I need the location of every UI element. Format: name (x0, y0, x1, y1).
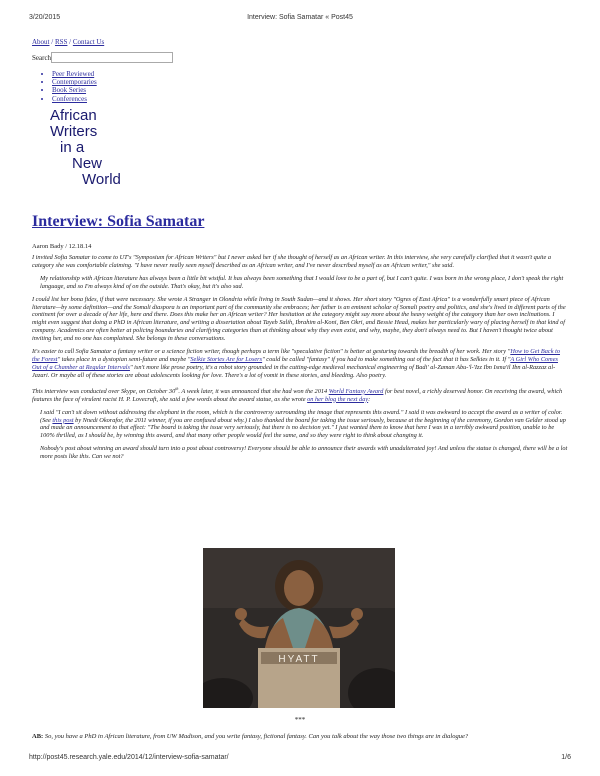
print-footer (29, 754, 571, 766)
search-input[interactable] (51, 52, 173, 63)
article-title[interactable]: Interview: Sofia Samatar (32, 213, 205, 230)
blockquote: I said "I can't sit down without addressing the elephant in the room, which is the controversy surrounding the image that represents this award." I said it was awkward to accept the award as a writer of color. (See this post by Nnedi Okorafor, the 2011 winner, if you are confused about why.) I also thanked the board for taking the issue seriously, because at the beginning of the ceremony, Gordon van Gelder stood up and made an announcement to that effect: "The board is taking the issue very seriously, but there is no decision yet." I just wanted them to know that here I was in a terribly awkward position, unable to be 100% thrilled, as I should be, by winning this award, and that many other people would feel the same, and so they were right to think about changing it. (40, 408, 566, 440)
section-separator: *** (294, 716, 306, 724)
nav-separator: / (49, 38, 55, 46)
print-url: http://post45.research.yale.edu/2014/12/interview-sofia-samatar/ (29, 754, 229, 761)
blockquote: My relationship with African literature has always been a little bit wistful. It has always been something that I would love to be a part of, but I can't quite. I was born in the wrong place, I don't speak the right language, and so I'm always kind of on the outside. That's okay, but it's also sad. (40, 274, 564, 290)
nav-item-peer-reviewed[interactable]: • Peer Reviewed (52, 70, 97, 78)
paragraph: I could list her bona fides, if that were necessary. She wrote A Stranger in Olondria while living in South Sudan—and it shows. Her short story "Ogres of East Africa" is a wonderfully smart piece of African literature—by some definition—and the Somali diaspora is an important part of the community she embraces; her father is an eminent scholar of Somali poetry and politics, and she's lived in different parts of the continent for over a decade of her life, here and there. Does this make her an African writer? Her hesitation at the category might say more about the heavy weight of the category than her own inclinations. I might even suggest that doing a PhD in African literature, and writing a dissertation about Tayeb Salih, Ibrahim al-Koni, Ben Okri, and Bessie Head, makes her particularly wary of placing herself in that kind of company. Academics are often better at policing boundaries and clarifying categories than at thinking about why they even exist, and why, maybe, they don't always need to. But I haven't thought twice about inviting her, and no one has complained. She belongs in these conversations. (32, 295, 566, 343)
nav-item-book-series[interactable]: • Book Series (52, 86, 97, 94)
print-title: Interview: Sofia Samatar « Post45 (247, 14, 353, 21)
article-byline: Aaron Bady / 12.18.14 (32, 243, 92, 250)
print-date: 3/20/2015 (29, 14, 61, 21)
top-nav (32, 38, 104, 46)
logo-line: African (50, 107, 97, 124)
logo-line: in a (60, 139, 85, 156)
interview-question: AB: So, you have a PhD in African literature, from UW Madison, and you write fantasy, fictional fantasy. Can you talk about the way those two things are in dialogue? (32, 733, 469, 740)
search-label: Search (32, 54, 52, 62)
blockquote: Nobody's post about winning an award should turn into a post about controversy! Everyone should be able to announce their awards with unadulterated joy! And unless the statue is changed, there will be a lot more posts like this. Can we not? (40, 445, 568, 461)
story-link[interactable]: Selkie Stories Are for Losers (190, 355, 263, 363)
blog-link[interactable]: on her blog the next day (307, 395, 369, 403)
section-nav (40, 70, 97, 103)
podium-sign-text: HYATT (278, 654, 320, 665)
contact-link[interactable]: Contact Us (72, 38, 105, 46)
story-link[interactable]: How to Get Back to the Forest (32, 348, 560, 363)
logo-line: New (72, 155, 103, 172)
search-box (32, 54, 51, 62)
page-number: 1/6 (561, 754, 571, 761)
story-link[interactable]: A Girl Who Comes Out of a Chamber at Regular Intervals (32, 355, 558, 371)
paragraph: This interview was conducted over Skype, on October 30th. A week later, it was announced that she had won the 2014 World Fantasy Award for best novel, a richly deserved honor. On receiving the award, which features the face of virulent racist H. P. Lovecraft, she said a few words about the award statue, as she wrote on her blog the next day: (32, 385, 563, 403)
author-photo (203, 548, 395, 708)
nav-item-conferences[interactable]: • Conferences (52, 95, 97, 103)
award-link[interactable]: World Fantasy Award (328, 387, 384, 395)
logo-line: Writers (50, 123, 98, 140)
about-link[interactable]: About (32, 38, 50, 46)
post-link[interactable]: this post (52, 416, 74, 424)
nav-separator: / (67, 38, 73, 46)
rss-link[interactable]: RSS (54, 38, 68, 46)
nav-item-contemporaries[interactable]: • Contemporaries (52, 78, 97, 86)
logo-line: World (82, 171, 121, 188)
print-header (29, 14, 571, 26)
paragraph: It's easier to call Sofia Samatar a fantasy writer or a science fiction writer, though perhaps a term like "speculative fiction" is better at gesturing towards the breadth of her work. Her story "How to Get Back to the Forest" takes place in a dystopian semi-future and maybe "Selkie Stories Are for Losers" could be called "fantasy" if you had to make something out of the fact that it has Selkies in it. If "A Girl Who Comes Out of a Chamber at Regular Intervals" isn't more like prose poetry, it's a robot story grounded in the cutting-edge medieval mechanical engineering of Badi' al-Zaman Abu-'l-'Izz Ibn Isma'il Ibn al-Razzaz al-Jazari. Or maybe all of these stories are about adolescents looking for love. There's a lot of vomit in these stories, and bleeding. Also poetry. (32, 348, 560, 379)
series-logo[interactable] (50, 108, 121, 188)
article-body (32, 254, 568, 461)
paragraph: I invited Sofia Samatar to come to UT's "Symposium for African Writers" but I never asked her if she thought of herself as an African writer. In this interview, she very carefully clarified that it wasn't quite a category she was comfortable claiming. "I have never really seen myself described as an African writer, and I've never described myself as an African writer," she said. (32, 254, 551, 269)
